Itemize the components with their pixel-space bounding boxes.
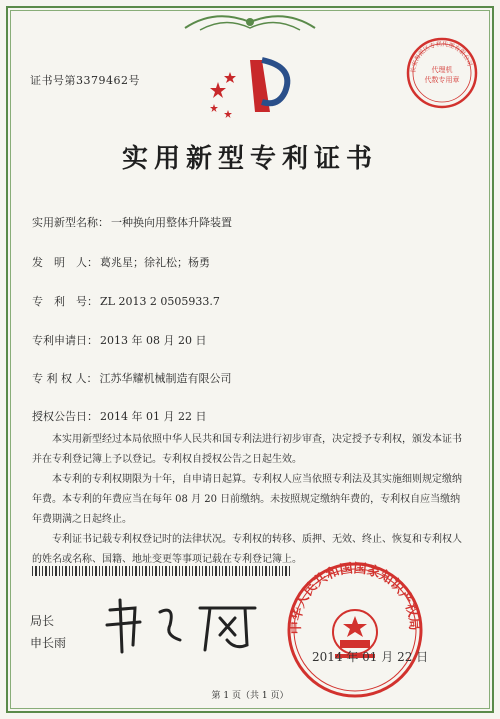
official-seal-icon — [285, 560, 425, 700]
director-name: 申长雨 — [30, 636, 67, 650]
filing-date-value: 2013 年 08 月 20 日 — [100, 334, 207, 347]
sipo-logo-icon — [200, 52, 300, 122]
signature-icon — [95, 590, 265, 660]
patent-no-label: 专 利 号： — [32, 295, 98, 308]
director-title: 局长 — [30, 614, 55, 628]
filing-date-label: 专利申请日： — [32, 334, 98, 347]
body-paragraph-1: 本实用新型经过本局依照中华人民共和国专利法进行初步审查，决定授予专利权，颁发本证书并在专利登记簿上予以登记。专利权自授权公告之日起生效。 — [32, 434, 462, 465]
model-name-label: 实用新型名称： — [32, 216, 109, 229]
certificate-body — [32, 430, 468, 570]
body-paragraph-3: 专利证书记载专利权登记时的法律状况。专利权的转移、质押、无效、终止、恢复和专利权人的姓名或名称、国籍、地址变更等事项记载在专利登记簿上。 — [32, 534, 462, 565]
grant-date-value: 2014 年 01 月 22 日 — [100, 410, 207, 423]
inventor-value: 葛兆星；徐礼松；杨勇 — [100, 256, 210, 269]
model-name-value: 一种换向用整体升降装置 — [111, 216, 232, 229]
agency-seal-icon — [405, 36, 479, 110]
grant-date-row — [32, 408, 206, 424]
patent-no-value: ZL 2013 2 0505933.7 — [100, 295, 220, 308]
filing-date-row — [32, 332, 206, 348]
director-block — [30, 610, 66, 654]
patent-no-row — [32, 293, 220, 309]
page-title: 实用新型专利证书 — [121, 144, 378, 174]
holder-row — [32, 370, 232, 386]
top-ornament-icon — [180, 8, 320, 36]
barcode-icon — [32, 566, 292, 576]
certificate-number: 证书号第3379462号 — [30, 74, 140, 87]
inventor-row — [32, 254, 210, 270]
grant-date-label: 授权公告日： — [32, 410, 98, 423]
seal-small-inner-2: 代数专用章 — [424, 76, 460, 84]
holder-value: 江苏华耀机械制造有限公司 — [99, 372, 232, 385]
seal-small-outer: 长安海派区专利代理有限公司 — [409, 40, 474, 74]
inventor-label: 发 明 人： — [32, 256, 98, 269]
seal-text: 中华人民共和国国家知识产权局 — [288, 561, 422, 635]
holder-label: 专 利 权 人： — [32, 372, 98, 385]
model-name-row — [32, 214, 232, 230]
seal-date: 2014 年 01 月 22 日 — [312, 650, 429, 664]
seal-small-inner-1: 代理机 — [431, 66, 453, 74]
page-number: 第 1 页（共 1 页） — [211, 691, 289, 701]
body-paragraph-2: 本专利的专利权期限为十年，自申请日起算。专利权人应当依照专利法及其实施细则规定缴纳年费。本专利的年费应当在每年 08 月 20 日前缴纳。未按照规定缴纳年费的，专利权自应当缴纳年费期满之日起终止。 — [32, 474, 462, 525]
